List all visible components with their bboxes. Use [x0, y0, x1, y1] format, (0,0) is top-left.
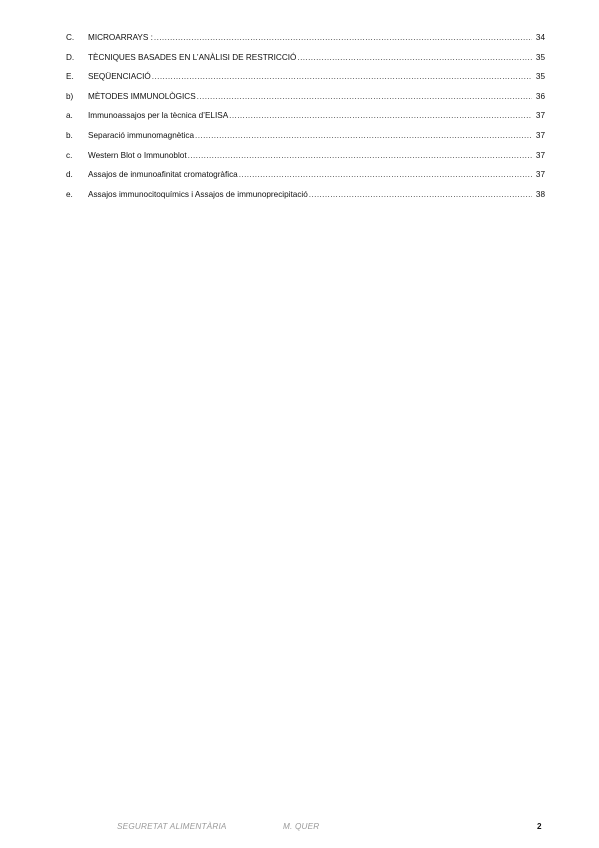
toc-entry-page: 37: [535, 130, 545, 140]
toc-entry-page: 38: [535, 189, 545, 199]
toc-dot-leader: [154, 28, 532, 48]
toc-entry-page: 37: [535, 111, 545, 121]
toc-entry-title: MICROARRAYS :: [88, 33, 153, 42]
toc-dot-leader: [197, 87, 532, 107]
toc-entry-sequenciacio[interactable]: [66, 67, 545, 87]
toc-entry-metodes-immunologics[interactable]: [66, 87, 545, 107]
toc-entry-number: c.: [66, 150, 73, 160]
toc-entry-page: 37: [535, 170, 545, 180]
footer-subject: SEGURETAT ALIMENTÀRIA: [117, 822, 227, 831]
toc-entry-title: Separació immunomagnètica: [88, 130, 195, 140]
toc-dot-leader: [188, 146, 532, 166]
toc-entry-title: Western Blot o Immunoblot: [88, 150, 187, 160]
toc-entry-page: 35: [535, 72, 545, 82]
toc-dot-leader: [229, 106, 532, 126]
toc-entry-number: d.: [66, 170, 73, 180]
toc-entry-number: E.: [66, 72, 74, 82]
toc-entry-immunocitoquimics[interactable]: [66, 185, 545, 205]
toc-entry-number: a.: [66, 111, 73, 121]
toc-entry-number: D.: [66, 52, 75, 62]
toc-entry-number: C.: [66, 33, 75, 42]
toc-entry-title: SEQÜENCIACIÓ: [88, 72, 151, 82]
toc-entry-title: Assajos de inmunoafinitat cromatogràfica: [88, 170, 238, 180]
toc-entry-restriccio[interactable]: [66, 48, 545, 68]
toc-dot-leader: [152, 67, 532, 87]
toc-entry-title: Assajos immunocitoquímics i Assajos de immunoprecipitació: [88, 189, 308, 199]
toc-entry-inmunoafinitat[interactable]: [66, 165, 545, 185]
footer-page-number: 2: [537, 822, 542, 831]
toc-entry-separacio-immunomagnetica[interactable]: [66, 126, 545, 146]
toc-entry-number: b): [66, 91, 74, 101]
toc-entry-title: TÈCNIQUES BASADES EN L’ANÀLISI DE RESTRICCIÓ: [88, 52, 297, 62]
toc-entry-elisa[interactable]: [66, 106, 545, 126]
toc-dot-leader: [239, 165, 532, 185]
toc-entry-microarrays[interactable]: [66, 28, 545, 48]
toc-entry-title: Immunoassajos per la tècnica d’ELISA: [88, 111, 229, 121]
toc-dot-leader: [195, 126, 532, 146]
toc-entry-title: MÈTODES IMMUNOLÒGICS: [88, 91, 196, 101]
footer-author: M. QUER: [283, 822, 320, 831]
toc-entry-number: e.: [66, 189, 73, 199]
toc-entry-page: 36: [535, 91, 545, 101]
toc-dot-leader: [309, 185, 532, 205]
toc-entry-number: b.: [66, 130, 73, 140]
toc-entry-page: 34: [535, 33, 545, 42]
page-footer: [0, 822, 599, 836]
table-of-contents: [66, 28, 545, 204]
toc-entry-page: 35: [535, 52, 545, 62]
toc-entry-page: 37: [535, 150, 545, 160]
toc-dot-leader: [297, 48, 532, 68]
toc-entry-western-blot[interactable]: [66, 146, 545, 166]
